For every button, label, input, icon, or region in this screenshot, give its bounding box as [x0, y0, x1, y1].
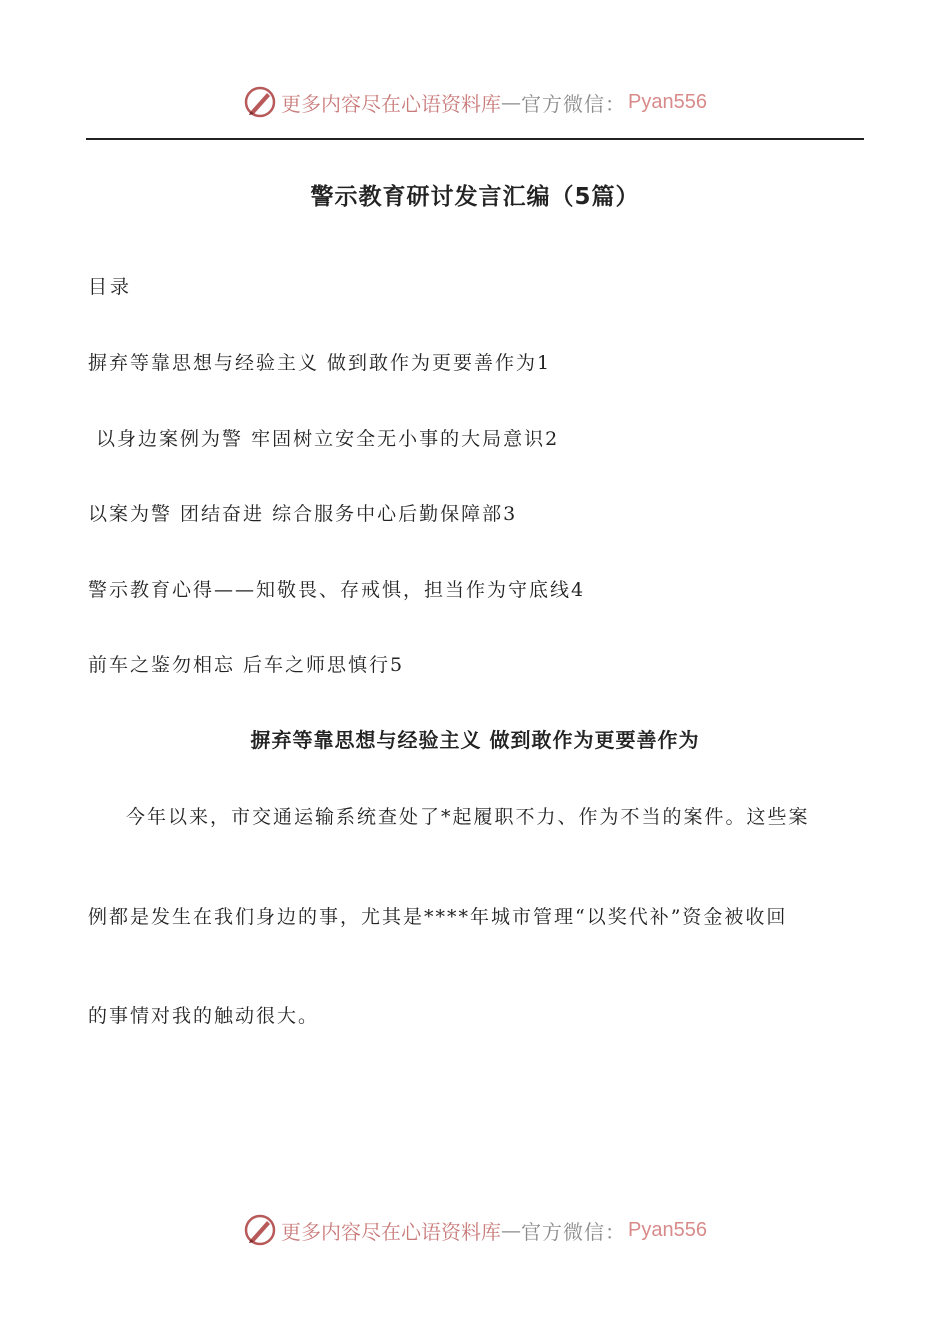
header-rule: [86, 138, 864, 140]
banner-label: 官方微信：: [521, 1219, 627, 1244]
toc-item: 以身边案例为警 牢固树立安全无小事的大局意识2: [88, 428, 560, 450]
banner-separator: —: [501, 90, 522, 114]
banner-separator: —: [501, 1218, 522, 1242]
banner-label: 官方微信：: [521, 91, 627, 116]
banner-text: 更多内容尽在心语资料库: [281, 1219, 502, 1244]
pen-logo-icon: [243, 85, 277, 119]
paragraph-line: 例都是发生在我们身边的事，尤其是****年城市管理“以奖代补”资金被收回: [88, 906, 788, 928]
section-title: 摒弃等靠思想与经验主义 做到敢作为更要善作为: [250, 728, 700, 752]
toc-item: 前车之鉴勿相忘 后车之师思慎行5: [88, 654, 405, 676]
toc-item: 摒弃等靠思想与经验主义 做到敢作为更要善作为1: [88, 352, 552, 374]
header-banner: [0, 82, 950, 122]
toc-item: 警示教育心得——知敬畏、存戒惧，担当作为守底线4: [88, 579, 586, 601]
pen-logo-icon: [243, 1213, 277, 1247]
document-title: 警示教育研讨发言汇编（5篇）: [310, 184, 640, 210]
banner-wechat-id: Pyan556: [628, 90, 707, 113]
toc-item: 以案为警 团结奋进 综合服务中心后勤保障部3: [88, 503, 518, 525]
paragraph-line: 的事情对我的触动很大。: [88, 1005, 320, 1027]
banner-text: 更多内容尽在心语资料库: [281, 91, 502, 116]
banner-wechat-id: Pyan556: [628, 1218, 707, 1241]
footer-banner: [0, 1210, 950, 1250]
paragraph-line: 今年以来，市交通运输系统查处了*起履职不力、作为不当的案件。这些案: [126, 806, 810, 828]
toc-heading: 目录: [88, 276, 133, 298]
